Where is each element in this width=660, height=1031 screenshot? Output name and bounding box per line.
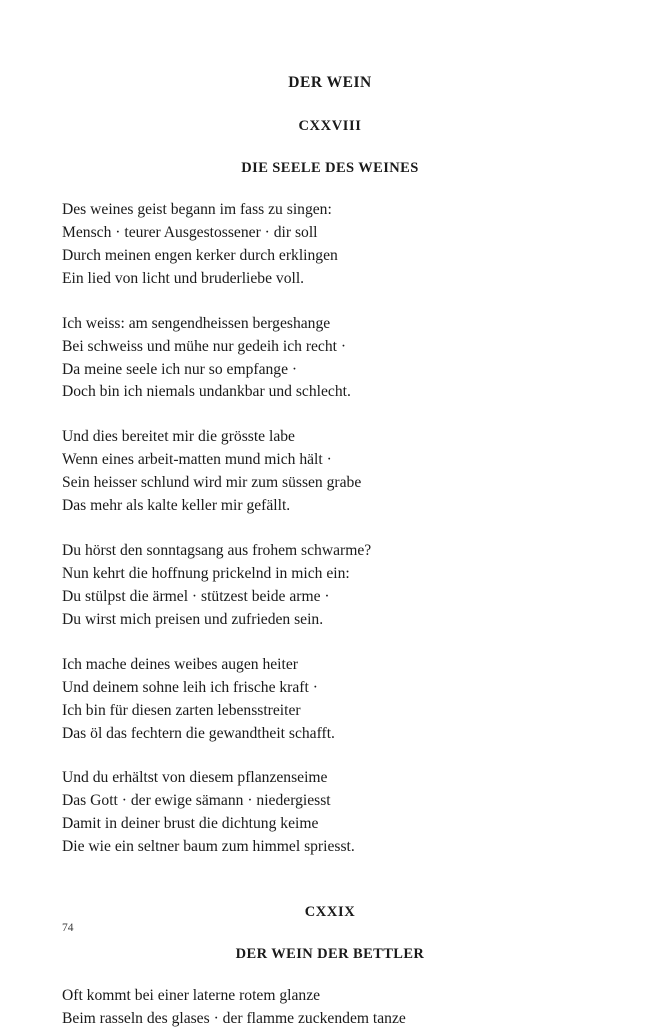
poem-numeral-1: CXXVIII [298,118,362,134]
stanza [62,199,598,291]
poem-line: Bei schweiss und mühe nur gedeih ich recht · [62,337,347,355]
poem-title-2: DER WEIN DER BETTLER [235,946,425,963]
poem-line: Du stülpst die ärmel · stützest beide arme · [62,587,330,605]
poem-line: Und dies bereitet mir die grösste labe [62,428,295,446]
stanza [62,985,598,1031]
page-header-title: DER WEIN [288,74,372,91]
poem-numeral-2: CXXIX [304,904,356,921]
poem-line: Ein lied von licht und bruderliebe voll. [62,269,305,287]
poem-line: Wenn eines arbeit-matten mund mich hält · [62,451,332,469]
poem-line: Nun kehrt die hoffnung prickelnd in mich ein: [62,564,350,582]
stanza [62,767,598,859]
poem-line: Doch bin ich niemals undankbar und schlecht. [62,383,351,401]
stanza [62,313,598,405]
poem-line: Du wirst mich preisen und zufrieden sein. [62,610,324,628]
stanza [62,426,598,518]
poem-line: Beim rasseln des glases · der flamme zuckendem tanze [62,1010,406,1028]
poem-line: Oft kommt bei einer laterne rotem glanze [62,987,321,1005]
poem-line: Ich weiss: am sengendheissen bergeshange [62,314,331,332]
stanza [62,654,598,746]
poem-title-1: DIE SEELE DES WEINES [241,160,419,176]
poem-line: Du hörst den sonntagsang aus frohem schwarme? [62,542,372,560]
poem-line: Mensch · teurer Ausgestossener · dir soll [62,223,318,241]
poem-line: Das öl das fechtern die gewandtheit schafft. [62,724,335,742]
page-number: 74 [62,922,74,934]
poem-line: Ich bin für diesen zarten lebensstreiter [62,701,301,719]
stanza [62,540,598,632]
poem-line: Da meine seele ich nur so empfange · [62,360,298,378]
poem-line: Ich mache deines weibes augen heiter [62,655,298,673]
poem-line: Das mehr als kalte keller mir gefällt. [62,497,291,515]
poem-line: Des weines geist begann im fass zu singen: [62,201,332,218]
poem-line: Das Gott · der ewige sämann · niedergiesst [62,792,331,810]
poem-line: Und deinem sohne leih ich frische kraft · [62,678,318,696]
poem-line: Die wie ein seltner baum zum himmel spriesst. [62,838,355,856]
poem-line: Sein heisser schlund wird mir zum süssen grabe [62,474,362,492]
poem-line: Damit in deiner brust die dichtung keime [62,815,319,833]
poem-line: Und du erhältst von diesem pflanzenseime [62,769,328,787]
poem-line: Durch meinen engen kerker durch erklingen [62,246,338,264]
